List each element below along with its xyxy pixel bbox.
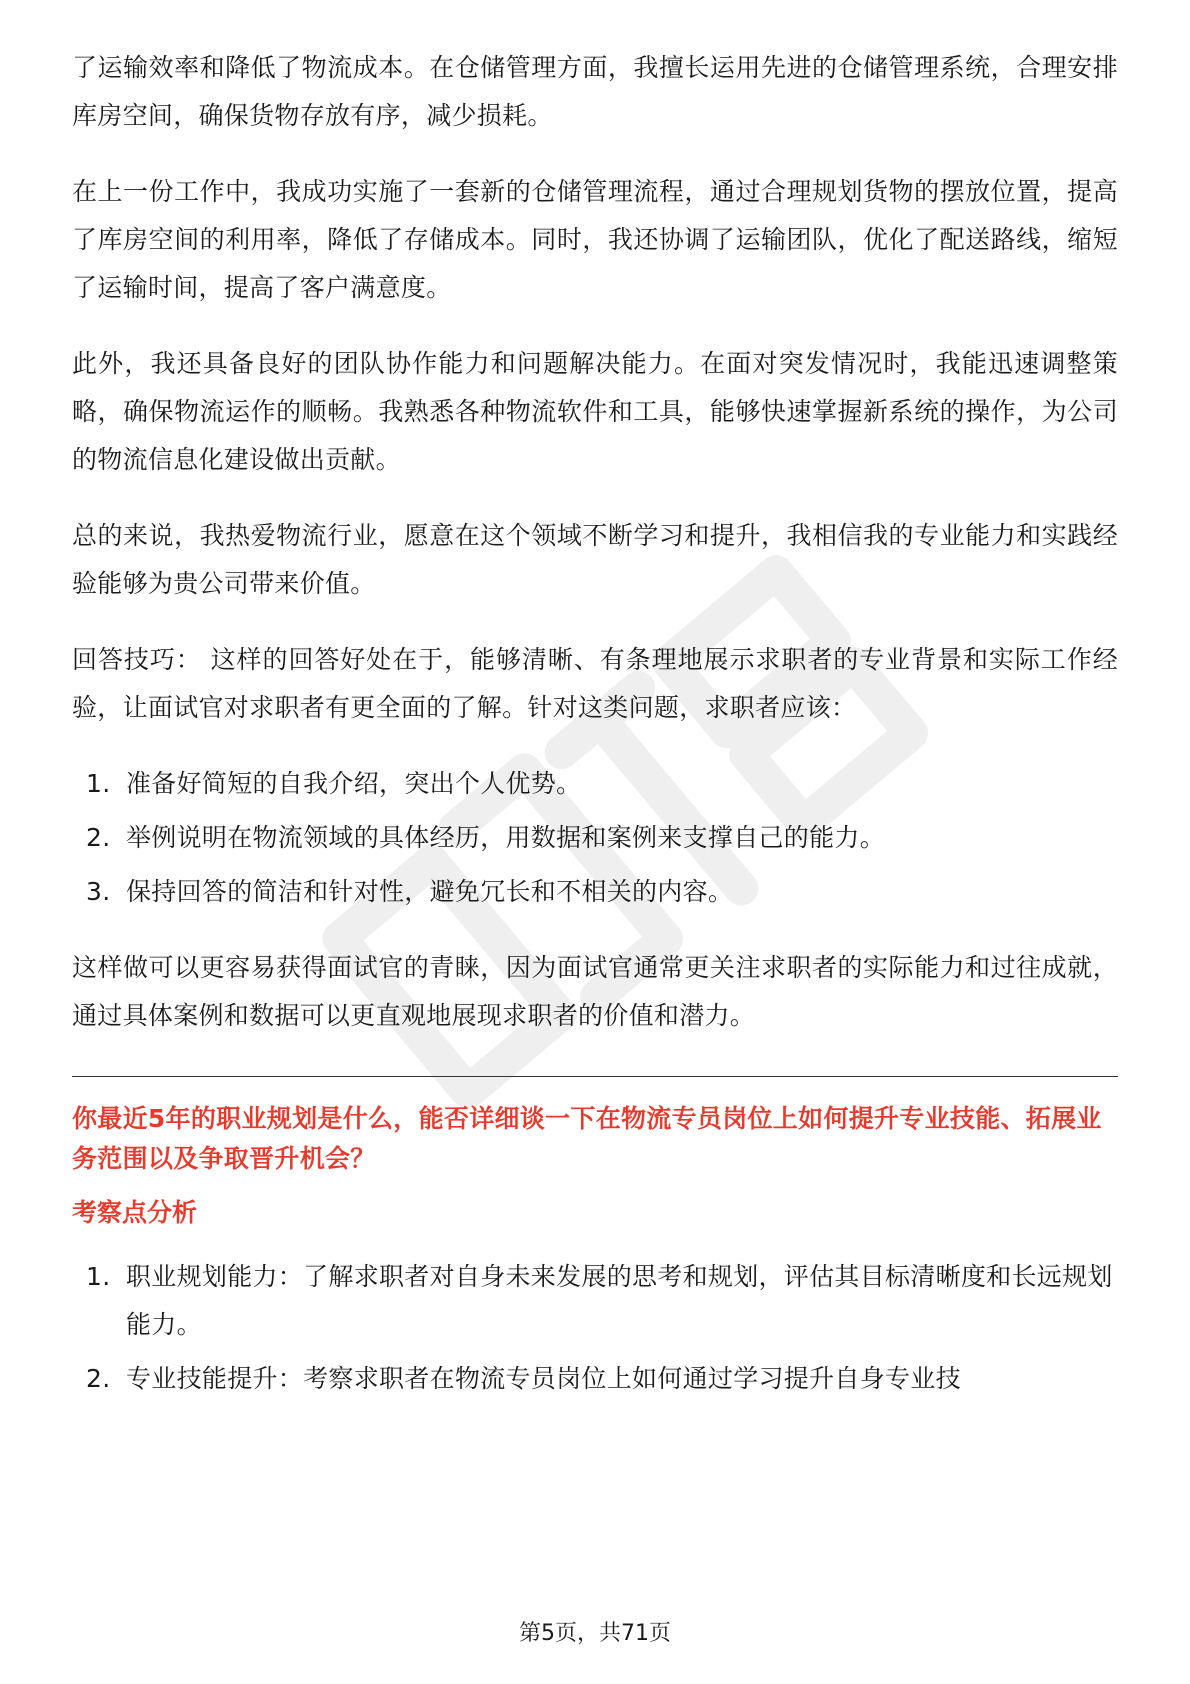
list-item xyxy=(72,760,1118,808)
paragraph-warehouse: 了运输效率和降低了物流成本。在仓储管理方面，我擅长运用先进的仓储管理系统，合理安排库房空间，确保货物存放有序，减少损耗。 xyxy=(72,53,1118,130)
list-item-text: 职业规划能力：了解求职者对自身未来发展的思考和规划，评估其目标清晰度和长远规划能力。 xyxy=(126,1262,1113,1339)
list-item xyxy=(72,1355,1118,1403)
list-item-text: 专业技能提升：考察求职者在物流专员岗位上如何通过学习提升自身专业技 xyxy=(126,1364,961,1393)
section-divider xyxy=(72,1076,1118,1077)
paragraph-summary: 总的来说，我热爱物流行业，愿意在这个领域不断学习和提升，我相信我的专业能力和实践经验能够为贵公司带来价值。 xyxy=(72,521,1118,598)
list-item-number: 1. xyxy=(86,769,111,798)
paragraph-answer-tips: 回答技巧： 这样的回答好处在于，能够清晰、有条理地展示求职者的专业背景和实际工作经验，让面试官对求职者有更全面的了解。针对这类问题，求职者应该： xyxy=(72,645,1118,722)
list-item xyxy=(72,814,1118,862)
section-title: 考察点分析 xyxy=(72,1198,198,1227)
page-footer: 第5页，共71页 xyxy=(519,1621,671,1646)
list-item-text: 保持回答的简洁和针对性，避免冗长和不相关的内容。 xyxy=(126,877,734,906)
analysis-list xyxy=(72,1253,1118,1403)
paragraph-closing: 这样做可以更容易获得面试官的青睐，因为面试官通常更关注求职者的实际能力和过往成就，通过具体案例和数据可以更直观地展现求职者的价值和潜力。 xyxy=(72,953,1118,1030)
list-item-number: 2. xyxy=(86,1364,111,1393)
paragraph-teamwork: 此外，我还具备良好的团队协作能力和问题解决能力。在面对突发情况时，我能迅速调整策略，确保物流运作的顺畅。我熟悉各种物流软件和工具，能够快速掌握新系统的操作，为公司的物流信息化建设做出贡献。 xyxy=(72,349,1118,474)
list-item xyxy=(72,1253,1118,1349)
tips-list xyxy=(72,760,1118,916)
list-item-number: 3. xyxy=(86,877,111,906)
list-item-number: 2. xyxy=(86,823,111,852)
list-item-text: 举例说明在物流领域的具体经历，用数据和案例来支撑自己的能力。 xyxy=(126,823,886,852)
list-item-text: 准备好简短的自我介绍，突出个人优势。 xyxy=(126,769,582,798)
main-content xyxy=(72,44,1118,1431)
interview-question: 你最近5年的职业规划是什么，能否详细谈一下在物流专员岗位上如何提升专业技能、拓展业务范围以及争取晋升机会？ xyxy=(72,1104,1102,1173)
list-item xyxy=(72,868,1118,916)
paragraph-previous-job: 在上一份工作中，我成功实施了一套新的仓储管理流程，通过合理规划货物的摆放位置，提高了库房空间的利用率，降低了存储成本。同时，我还协调了运输团队，优化了配送路线，缩短了运输时间，提高了客户满意度。 xyxy=(72,177,1118,302)
list-item-number: 1. xyxy=(86,1262,111,1291)
